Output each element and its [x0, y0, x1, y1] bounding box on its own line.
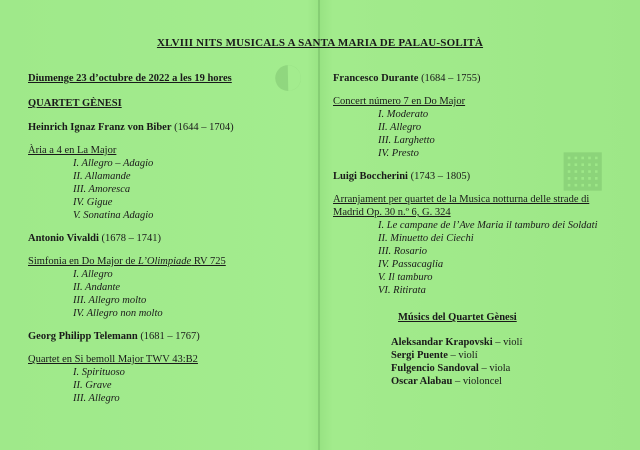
work-title: Concert número 7 en Do Major [333, 96, 466, 107]
concert-date: Diumenge 23 d’octubre de 2022 a les 19 hores [28, 73, 232, 84]
left-column [28, 72, 308, 415]
movement: II. Andante [73, 282, 121, 293]
movement: II. Minuetto dei Ciechi [378, 233, 474, 244]
watermark-shape: ▦ [560, 142, 606, 195]
musician-line: Sergi Puente – violí [391, 350, 478, 361]
work-title: Arranjament per quartet de la Musica notturna delle strade di Madrid Op. 30 n.º 6, G. 324 [333, 194, 590, 218]
watermark-shape: ◐ [270, 41, 307, 108]
movement: III. Rosario [378, 246, 427, 257]
movement: III. Amoresca [73, 184, 131, 195]
movement: III. Allegro [73, 393, 120, 404]
piece-block [333, 170, 633, 297]
movement: V. Sonatina Adagio [73, 210, 154, 221]
movement: III. Allegro molto [73, 295, 147, 306]
right-column [333, 72, 633, 388]
musician-line: Oscar Alabau – violoncel [391, 376, 502, 387]
composer-line: Luigi Boccherini (1743 – 1805) [333, 171, 471, 182]
movement: V. Il tamburo [378, 272, 433, 283]
movement: I. Allegro – Adagio [73, 158, 154, 169]
page-fold [318, 0, 320, 450]
musician-line: Aleksandar Krapovski – violí [391, 337, 523, 348]
program-title: XLVIII NITS MUSICALS A SANTA MARIA DE PALAU-SOLITÀ [156, 37, 484, 49]
movement: I. Moderato [378, 109, 429, 120]
piece-block [28, 232, 308, 320]
work-title: Quartet en Si bemoll Major TWV 43:B2 [28, 354, 198, 365]
ensemble-name: QUARTET GÈNESI [28, 98, 122, 109]
composer-line: Antonio Vivaldi (1678 – 1741) [28, 233, 162, 244]
movement: I. Spirituoso [73, 367, 125, 378]
movement: IV. Allegro non molto [73, 308, 163, 319]
piece-block [28, 330, 308, 405]
piece-block [28, 121, 308, 222]
movement: II. Allegro [378, 122, 422, 133]
movement: IV. Passacaglia [378, 259, 444, 270]
movement: II. Allamande [73, 171, 131, 182]
work-title: Ària a 4 en La Major [28, 145, 117, 156]
movement: IV. Gigue [73, 197, 113, 208]
movement: I. Le campane de l’Ave Maria il tamburo dei Soldati [378, 220, 598, 231]
movement: IV. Presto [378, 148, 419, 159]
musicians-heading: Músics del Quartet Gènesi [398, 312, 517, 323]
movement: III. Larghetto [378, 135, 435, 146]
composer-line: Francesco Durante (1684 – 1755) [333, 73, 481, 84]
movement: I. Allegro [73, 269, 113, 280]
work-title: Simfonia en Do Major de L’Olimpiade RV 725 [28, 256, 226, 267]
movement: VI. Ritirata [378, 285, 426, 296]
composer-line: Heinrich Ignaz Franz von Biber (1644 – 1704) [28, 122, 234, 133]
musician-line: Fulgencio Sandoval – viola [391, 363, 511, 374]
composer-line: Georg Philipp Telemann (1681 – 1767) [28, 331, 200, 342]
movement: II. Grave [73, 380, 112, 391]
piece-block [333, 72, 633, 160]
